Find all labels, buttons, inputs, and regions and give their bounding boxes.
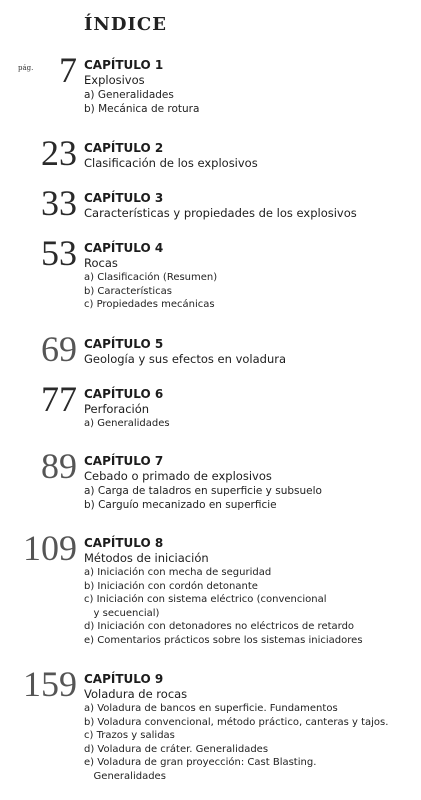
chapter-subtitle: Clasificación de los explosivos <box>84 156 258 170</box>
chapter-subtitle: Métodos de iniciación <box>84 551 209 565</box>
list-item: a) Voladura de bancos en superficie. Fundamentos <box>84 703 338 714</box>
page-number: 7 <box>59 50 77 90</box>
chapter-label: CAPÍTULO 6 <box>84 387 164 401</box>
page-number: 53 <box>41 233 77 273</box>
chapter-label: CAPÍTULO 2 <box>84 141 164 155</box>
list-item: d) Iniciación con detonadores no eléctricos de retardo <box>84 621 355 632</box>
list-item: b) Iniciación con cordón detonante <box>84 580 258 592</box>
list-item: a) Generalidades <box>84 89 174 101</box>
chapter-subtitle: Explosivos <box>84 73 145 87</box>
page-number: 23 <box>41 133 77 173</box>
list-item: e) Comentarios prácticos sobre los sistemas iniciadores <box>84 634 363 646</box>
page-number: 69 <box>41 329 77 369</box>
page-number: 77 <box>41 379 77 419</box>
list-item: y secuencial) <box>84 607 160 619</box>
chapter-subtitle: Geología y sus efectos en voladura <box>84 352 287 366</box>
chapter-subtitle: Perforación <box>84 402 150 416</box>
list-item: Generalidades <box>84 770 166 782</box>
chapter-subtitle: Voladura de rocas <box>84 687 188 701</box>
list-item: a) Clasificación (Resumen) <box>84 272 218 283</box>
chapter-subtitle: Características y propiedades de los explosivos <box>84 206 357 220</box>
chapter-label: CAPÍTULO 7 <box>84 454 164 468</box>
page-number: 33 <box>41 183 77 223</box>
list-item: a) Iniciación con mecha de seguridad <box>84 567 272 578</box>
chapter-subtitle: Cebado o primado de explosivos <box>84 469 272 483</box>
page-number: 159 <box>23 664 77 704</box>
list-item: b) Carguío mecanizado en superficie <box>84 499 277 511</box>
chapter-subtitle: Rocas <box>84 256 118 270</box>
list-item: c) Propiedades mecánicas <box>84 299 215 310</box>
list-item: b) Mecánica de rotura <box>84 103 200 115</box>
chapter-label: CAPÍTULO 4 <box>84 241 164 255</box>
pag-label: pág. <box>18 64 34 72</box>
page-number: 89 <box>41 446 77 486</box>
list-item: c) Trazos y salidas <box>84 730 175 741</box>
page-number: 109 <box>23 528 77 568</box>
list-item: a) Carga de taladros en superficie y subsuelo <box>84 485 322 497</box>
chapter-label: CAPÍTULO 8 <box>84 536 164 550</box>
list-item: e) Voladura de gran proyección: Cast Blasting. <box>84 757 317 768</box>
chapter-label: CAPÍTULO 9 <box>84 672 164 686</box>
index-title: ÍNDICE <box>84 14 167 35</box>
chapter-label: CAPÍTULO 5 <box>84 337 164 351</box>
list-item: b) Voladura convencional, método práctico, canteras y tajos. <box>84 716 389 728</box>
chapter-label: CAPÍTULO 3 <box>84 191 164 205</box>
chapter-label: CAPÍTULO 1 <box>84 58 164 72</box>
list-item: a) Generalidades <box>84 418 170 429</box>
list-item: d) Voladura de cráter. Generalidades <box>84 743 269 755</box>
list-item: c) Iniciación con sistema eléctrico (convencional <box>84 594 327 605</box>
list-item: b) Características <box>84 285 172 297</box>
